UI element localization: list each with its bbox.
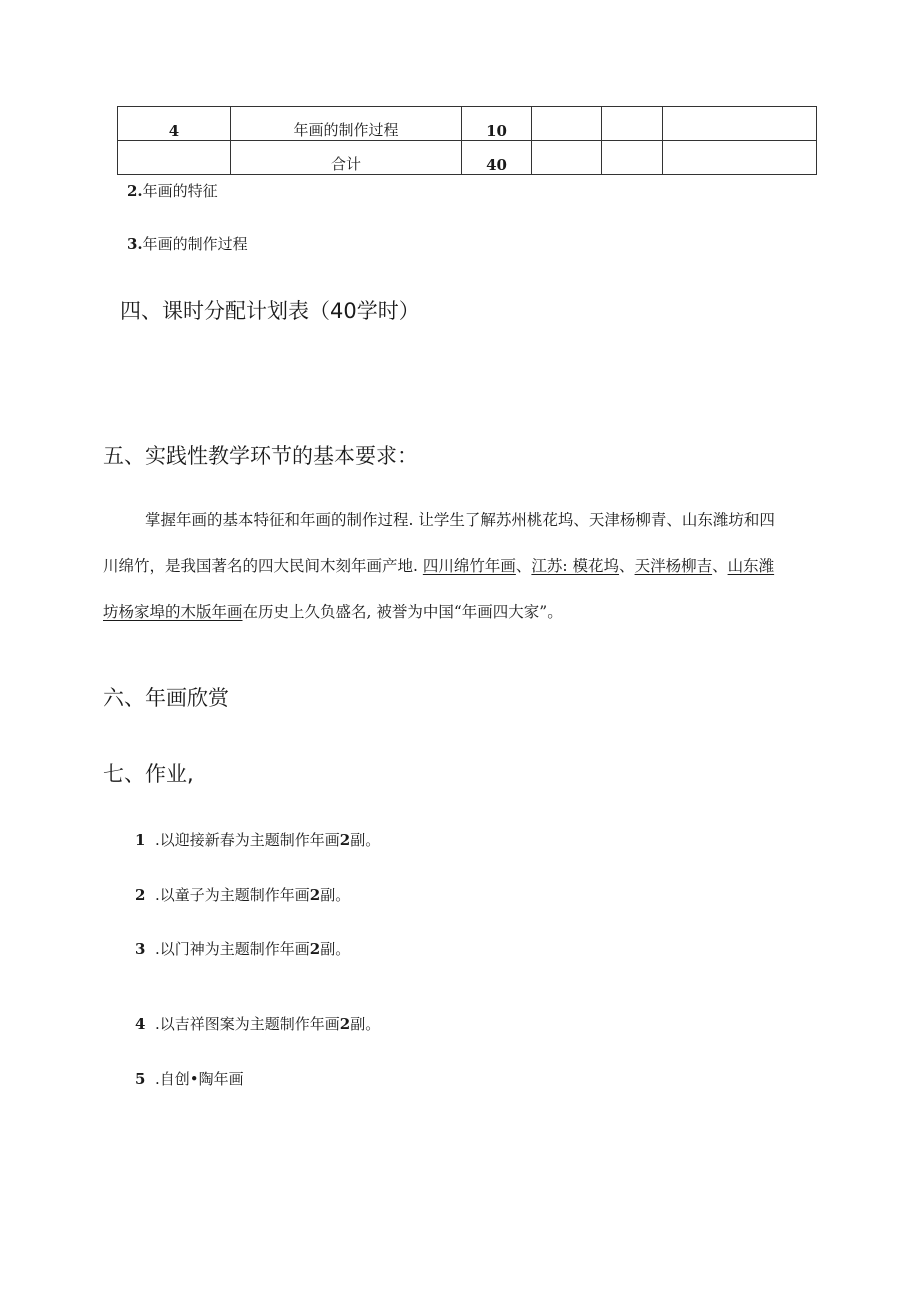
- item-text: .以童子为主题制作年画: [155, 886, 310, 904]
- item-text: .以迎接新春为主题制作年画: [155, 831, 340, 849]
- item-count: 2: [339, 1015, 351, 1033]
- subsection-text: 年画的制作过程: [142, 235, 248, 253]
- homework-item: [135, 884, 350, 905]
- table-cell-empty: [532, 107, 602, 141]
- section-5-heading: 五、实践性教学环节的基本要求：: [103, 444, 418, 468]
- underlined-text: 天泮杨柳吉: [634, 557, 713, 575]
- item-suffix: 副。: [320, 940, 351, 958]
- underlined-text: 山东潍: [727, 557, 775, 575]
- item-number: 1: [135, 831, 146, 849]
- item-count: 2: [339, 831, 351, 849]
- underlined-text: 坊杨家埠的木版年画: [103, 603, 243, 621]
- homework-item: [135, 938, 350, 959]
- para-line-1: 掌握年画的基本特征和年画的制作过程. 让学生了解苏州桃花坞、天津杨柳青、山东潍坊和四: [145, 511, 775, 529]
- table-cell-content: 合计: [231, 141, 462, 175]
- hours-table: [117, 106, 817, 175]
- section-7-heading: 七、作业,: [103, 762, 194, 786]
- homework-item: [135, 829, 380, 850]
- subsection-3: [127, 233, 248, 254]
- separator: 、: [619, 557, 635, 575]
- item-count: 2: [309, 940, 321, 958]
- item-text: .以吉祥图案为主题制作年画: [155, 1015, 340, 1033]
- item-count: 2: [309, 886, 321, 904]
- para-text: 川绵竹，是我国著名的四大民间木刻年画产地.: [103, 557, 423, 575]
- separator: 、: [515, 557, 532, 575]
- para-line-3: [103, 598, 833, 626]
- underlined-text: 四川绵竹年画: [422, 557, 516, 575]
- table-cell-seq: [118, 141, 231, 175]
- subsection-text: 年画的特征: [142, 182, 218, 200]
- section-4-heading: 四、课时分配计划表（40学时）: [120, 299, 420, 323]
- table-cell-seq: 4: [118, 107, 231, 141]
- table-row: [118, 107, 817, 141]
- homework-item: [135, 1013, 380, 1034]
- item-suffix: 副。: [350, 1015, 381, 1033]
- table-cell-content: 年画的制作过程: [231, 107, 462, 141]
- table-cell-hours: 40: [462, 141, 532, 175]
- table-row: [118, 141, 817, 175]
- para-line-2: [103, 552, 833, 580]
- item-suffix: 副。: [350, 831, 381, 849]
- table-cell-empty: [663, 107, 817, 141]
- section-6-heading: 六、年画欣赏: [103, 686, 229, 710]
- item-number: 2: [135, 886, 146, 904]
- item-number: 5: [135, 1070, 146, 1088]
- item-text: .自创•陶年画: [155, 1070, 244, 1088]
- subsection-2: [127, 180, 218, 201]
- separator: 、: [712, 557, 728, 575]
- homework-item: [135, 1068, 244, 1089]
- subsection-number: 3.: [127, 235, 143, 253]
- item-suffix: 副。: [320, 886, 351, 904]
- table-cell-empty: [532, 141, 602, 175]
- table-cell-hours: 10: [462, 107, 532, 141]
- table-cell-empty: [602, 141, 663, 175]
- underlined-text: 江苏: 模花坞: [531, 557, 620, 575]
- para-text: 在历史上久负盛名, 被誉为中国“年画四大家”。: [242, 603, 563, 621]
- item-number: 3: [135, 940, 146, 958]
- table-cell-empty: [602, 107, 663, 141]
- table-cell-empty: [663, 141, 817, 175]
- item-text: .以门神为主题制作年画: [155, 940, 310, 958]
- subsection-number: 2.: [127, 182, 143, 200]
- item-number: 4: [135, 1015, 146, 1033]
- section-5-paragraph: [103, 506, 833, 626]
